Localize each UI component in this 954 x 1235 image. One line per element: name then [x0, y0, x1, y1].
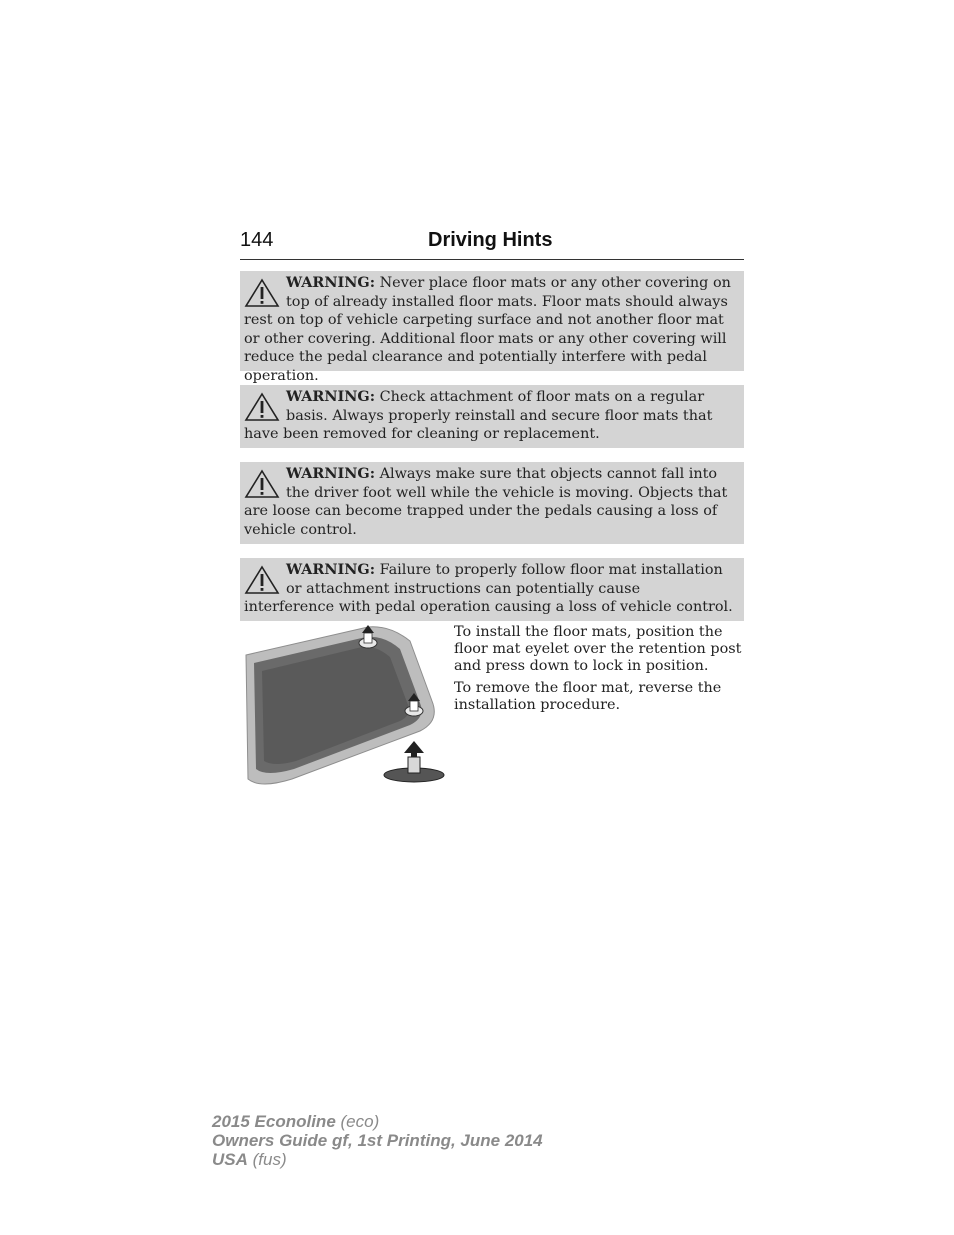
warning-triangle-icon [244, 392, 280, 422]
footer-market: USA [212, 1150, 248, 1169]
footer-model-code: (eco) [335, 1112, 380, 1131]
page-number: 144 [240, 229, 274, 251]
install-text: To install the floor mats, position the floor mat eyelet over the retention post and press down to lock in position. [454, 624, 742, 674]
warning-triangle-icon [244, 278, 280, 308]
warning-text: Never place floor mats or any other covering on top of already installed floor mats. Floor mats should always rest on top of vehicle carpeting surface and not another floor mat or other covering. Additional floor mats or any other covering will reduce the pedal clearance and potentially interfere with pedal operation. [244, 275, 731, 384]
remove-text: To remove the floor mat, reverse the installation procedure. [454, 680, 722, 713]
warning-label: WARNING: [286, 388, 376, 405]
warning-box-3 [240, 462, 744, 544]
floor-mat-illustration [240, 623, 452, 788]
page-footer [212, 1112, 543, 1169]
footer-edition: Owners Guide gf, 1st Printing, June 2014 [212, 1131, 543, 1150]
warning-triangle-icon [244, 469, 280, 499]
section-title: Driving Hints [428, 229, 553, 251]
warning-label: WARNING: [286, 274, 376, 291]
warning-box-2 [240, 385, 744, 448]
warning-text: Always make sure that objects cannot fall into the driver foot well while the vehicle is moving. Objects that are loose can become trapped under the pedals causing a loss of vehicle control. [244, 466, 728, 538]
warning-text: Check attachment of floor mats on a regular basis. Always properly reinstall and secure floor mats that have been removed for cleaning or replacement. [244, 389, 713, 443]
warning-text: Failure to properly follow floor mat installation or attachment instructions can potentially cause interference with pedal operation causing a loss of vehicle control. [244, 562, 733, 616]
footer-line-2 [212, 1131, 543, 1150]
footer-market-code: (fus) [247, 1150, 287, 1169]
warning-label: WARNING: [286, 465, 376, 482]
warning-box-4 [240, 558, 744, 621]
install-instructions [454, 624, 746, 719]
warning-triangle-icon [244, 565, 280, 595]
footer-line-1 [212, 1112, 543, 1131]
page-header [240, 229, 744, 260]
footer-model: 2015 Econoline [212, 1112, 336, 1131]
warning-box-1 [240, 271, 744, 384]
warning-label: WARNING: [286, 561, 376, 578]
footer-line-3 [212, 1150, 543, 1169]
